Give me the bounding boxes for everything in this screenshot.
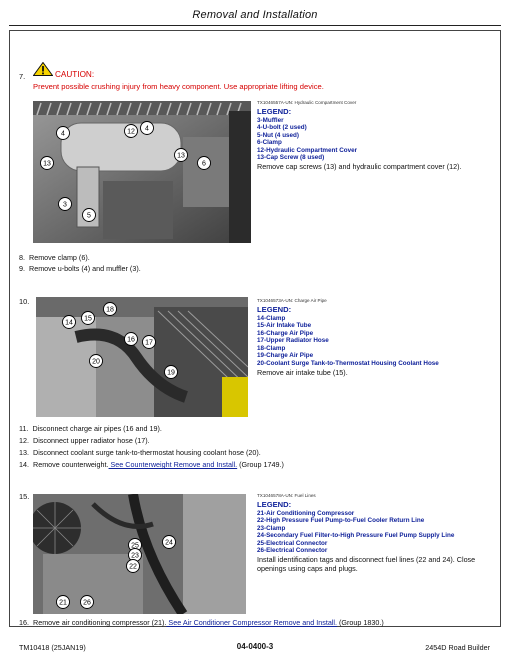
legend-item: 15-Air Intake Tube (257, 322, 312, 330)
step-text: Remove clamp (6). (29, 253, 90, 262)
step-14 (19, 460, 284, 469)
step-number: 13. (19, 448, 29, 457)
footer-model: 2454D Road Builder (425, 643, 490, 652)
legend-item: 25-Electrical Connector (257, 539, 328, 547)
footer-page-number: 04-0400-3 (236, 642, 274, 651)
caution-warning-icon (33, 62, 53, 81)
callout-14: 14 (65, 319, 73, 327)
hydraulic-compartment-callouts (33, 101, 251, 243)
legend-item: 13-Cap Screw (8 used) (257, 154, 325, 162)
callout-15: 15 (84, 315, 92, 323)
step-text: Remove counterweight. (33, 460, 109, 469)
step-number: 9. (19, 264, 25, 273)
step-number-10: 10. (19, 297, 30, 306)
step-9 (19, 264, 141, 273)
legend-item: 16-Charge Air Pipe (257, 329, 314, 337)
figure-2-caption: TX1046573A-UN: Charge Air Pipe (257, 298, 327, 303)
callout-19: 19 (167, 369, 175, 377)
callout-25: 25 (131, 542, 139, 550)
legend-item: 20-Coolant Surge Tank-to-Thermostat Housing Coolant Hose (257, 360, 439, 368)
legend-item: 22-High Pressure Fuel Pump-to-Fuel Cooler Return Line (257, 517, 425, 525)
legend-title: LEGEND: (257, 305, 292, 314)
fuel-lines-callouts (33, 494, 246, 614)
legend-title: LEGEND: (257, 107, 292, 116)
legend-item: 24-Secondary Fuel Filter-to-High Pressure Fuel Pump Supply Line (257, 532, 455, 540)
charge-air-pipe-callouts (36, 297, 248, 417)
step-12 (19, 436, 150, 445)
footer-doc-id: TM10418 (25JAN19) (19, 643, 86, 652)
figure-2-instruction: Remove air intake tube (15). (257, 367, 348, 377)
counterweight-link[interactable]: See Counterweight Remove and Install. (108, 460, 238, 469)
legend-item: 17-Upper Radiator Hose (257, 337, 329, 345)
legend-item: 12-Hydraulic Compartment Cover (257, 146, 358, 154)
step-number: 14. (19, 460, 29, 469)
legend-item: 3-Muffler (257, 116, 284, 124)
step-number: 11. (19, 424, 29, 433)
callout-26: 26 (83, 599, 91, 607)
header-divider (9, 25, 501, 26)
group-ref: (Group 1749.) (237, 460, 284, 469)
callout-18: 18 (106, 306, 114, 314)
legend-item: 6-Clamp (257, 139, 282, 147)
step-text: Disconnect charge air pipes (16 and 19). (32, 424, 162, 433)
legend-item: 4-U-bolt (2 used) (257, 124, 307, 132)
group-ref: (Group 1830.) (337, 618, 384, 627)
callout-6: 6 (202, 160, 206, 168)
legend-item: 5-Nut (4 used) (257, 131, 299, 139)
step-number: 8. (19, 253, 25, 262)
legend-item: 23-Clamp (257, 524, 286, 532)
legend-item: 26-Electrical Connector (257, 547, 328, 555)
figure-1-instruction: Remove cap screws (13) and hydraulic compartment cover (12). (257, 162, 462, 172)
figure-1-legend (257, 107, 493, 172)
figure-3-caption: TX1046578A-UN: Fuel Lines (257, 493, 316, 498)
callout-22: 22 (129, 563, 137, 571)
callout-20: 20 (92, 358, 100, 366)
step-number-15: 15. (19, 492, 30, 501)
step-16 (19, 618, 384, 627)
callout-13a: 13 (43, 160, 51, 168)
figure-3-instruction: Install identification tags and disconnect fuel lines (22 and 24). Close openings using caps and plugs. (257, 555, 476, 573)
step-number-7: 7. (19, 72, 26, 81)
step-number: 12. (19, 436, 29, 445)
page-header-title: Removal and Installation (192, 9, 318, 21)
legend-item: 21-Air Conditioning Compressor (257, 509, 355, 517)
step-text: Disconnect upper radiator hose (17). (33, 436, 150, 445)
ac-compressor-link[interactable]: See Air Conditioner Compressor Remove and Install. (166, 618, 338, 627)
callout-21: 21 (59, 599, 67, 607)
figure-2-legend (257, 305, 439, 377)
legend-item: 19-Charge Air Pipe (257, 352, 314, 360)
callout-17: 17 (145, 339, 153, 347)
callout-4b: 4 (61, 130, 65, 138)
caution-title: CAUTION: (55, 70, 95, 79)
step-8 (19, 253, 90, 262)
step-13 (19, 448, 261, 457)
callout-23: 23 (131, 552, 139, 560)
callout-4a: 4 (145, 125, 149, 133)
step-text: Remove u-bolts (4) and muffler (3). (29, 264, 141, 273)
caution-text: Prevent possible crushing injury from heavy component. Use appropriate lifting device. (33, 82, 324, 91)
figure-1-caption: TX1046557A-UN: Hydraulic Compartment Cover (257, 100, 357, 105)
step-11 (19, 424, 162, 433)
step-text: Disconnect coolant surge tank-to-thermostat housing coolant hose (20). (33, 448, 261, 457)
legend-item: 14-Clamp (257, 314, 286, 322)
callout-3: 3 (63, 201, 67, 209)
callout-12: 12 (127, 128, 135, 136)
callout-24: 24 (165, 539, 173, 547)
figure-3-legend (257, 500, 493, 573)
legend-item: 18-Clamp (257, 344, 286, 352)
callout-5: 5 (87, 212, 91, 220)
legend-title: LEGEND: (257, 500, 292, 509)
step-text: Remove air conditioning compressor (21). (33, 618, 167, 627)
step-number: 16. (19, 618, 29, 627)
callout-13b: 13 (177, 152, 185, 160)
callout-16: 16 (127, 336, 135, 344)
